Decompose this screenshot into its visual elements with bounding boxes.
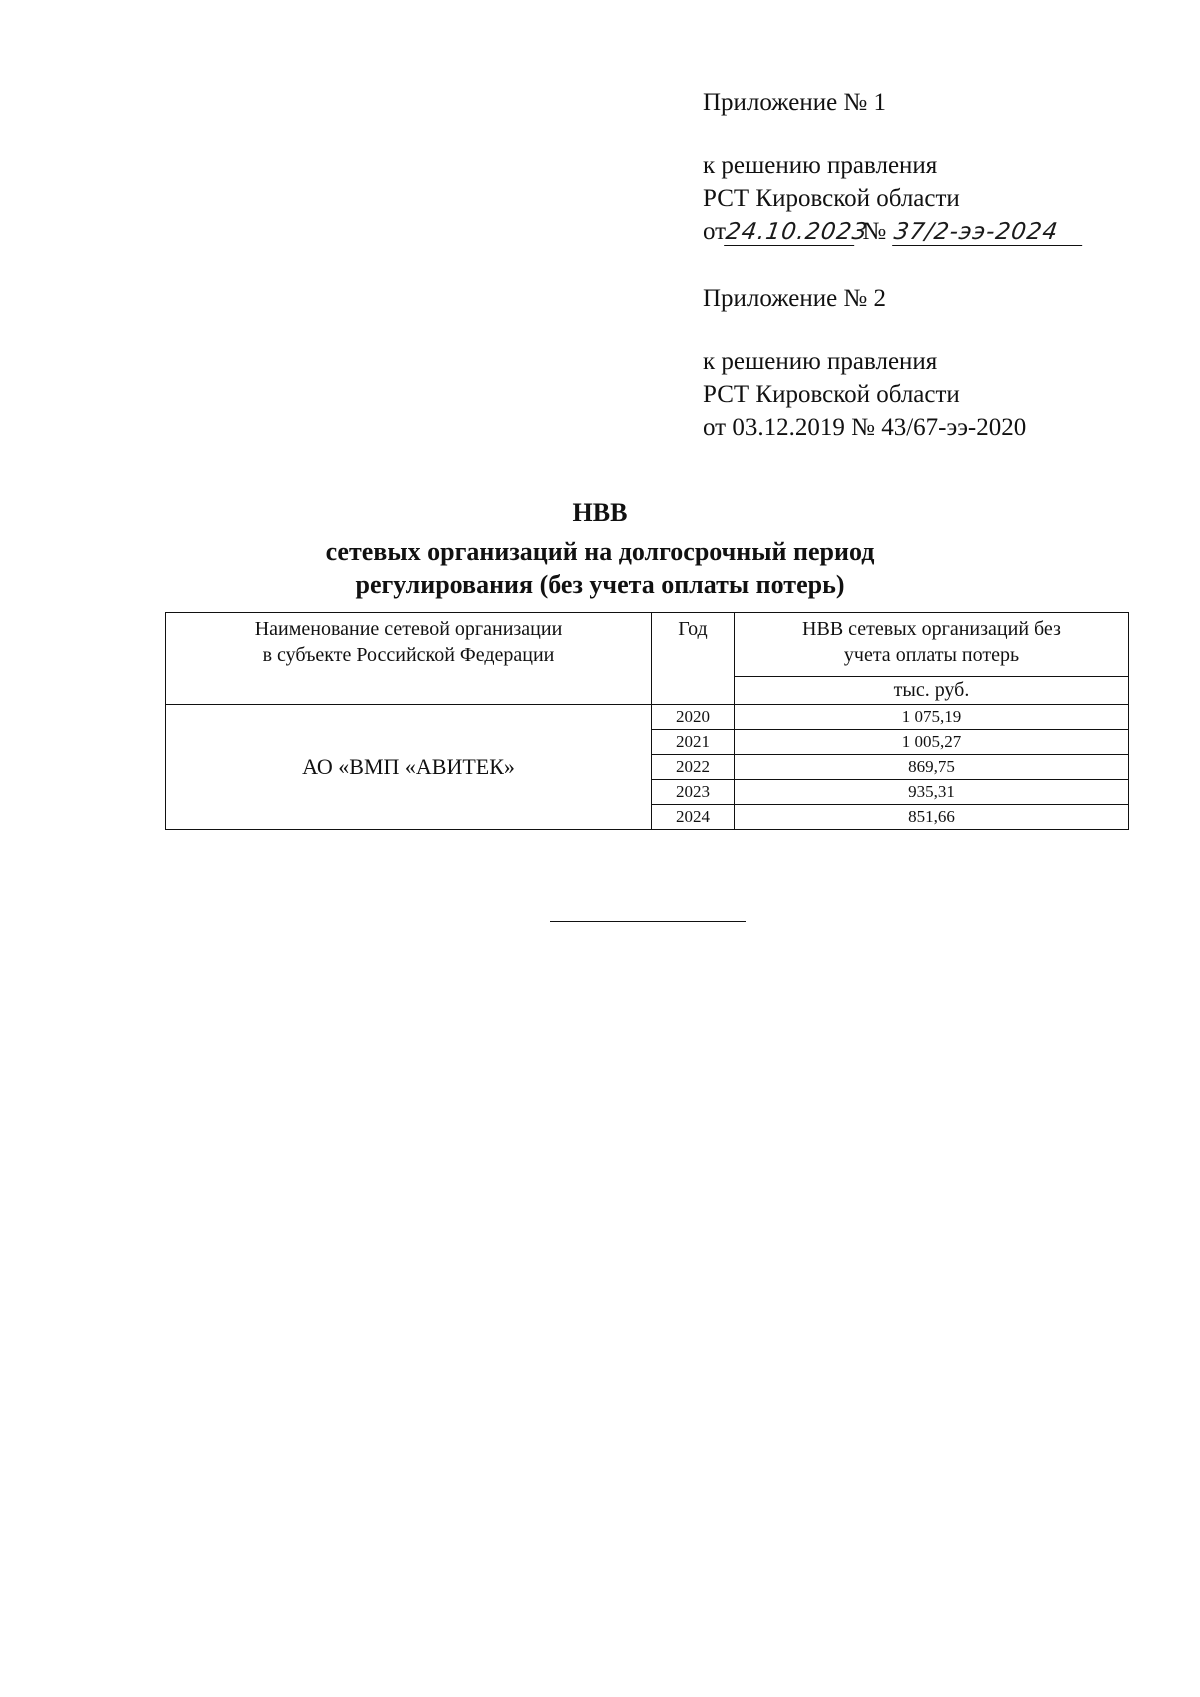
closing-divider — [550, 921, 746, 922]
spacer — [703, 315, 1026, 345]
handwritten-number: 37/2-ээ-2024 — [892, 219, 1086, 246]
year-cell: 2020 — [652, 705, 735, 730]
header-value — [735, 613, 1129, 677]
year-cell: 2022 — [652, 755, 735, 780]
header-organization-line1: Наименование сетевой организации — [254, 618, 563, 640]
appendix-2-block — [703, 282, 1026, 444]
decision-prefix: от — [703, 218, 727, 245]
appendix-1-line2: РСТ Кировской области — [703, 185, 960, 212]
table-header-row — [166, 613, 1129, 677]
appendix-2-line1: к решению правления — [703, 348, 938, 375]
appendix-1-title: Приложение № 1 — [703, 89, 887, 116]
appendix-1-line1: к решению правления — [703, 152, 938, 179]
document-subtitle-line2: регулирования (без учета оплаты потерь) — [355, 570, 845, 599]
appendix-2-line2: РСТ Кировской области — [703, 381, 960, 408]
value-cell: 1 075,19 — [735, 705, 1129, 730]
header-value-line2: учета оплаты потерь — [843, 644, 1020, 666]
appendix-2-title: Приложение № 2 — [703, 285, 887, 312]
header-organization-line2: в субъекте Российской Федерации — [262, 644, 555, 666]
document-subtitle-line1: сетевых организаций на долгосрочный период — [325, 537, 875, 566]
header-value-line1: НВВ сетевых организаций без — [802, 618, 1061, 640]
year-cell: 2024 — [652, 805, 735, 830]
value-cell: 851,66 — [735, 805, 1129, 830]
year-cell: 2023 — [652, 780, 735, 805]
table-row — [166, 705, 1129, 730]
number-sign: № — [862, 218, 887, 245]
header-unit: тыс. руб. — [735, 677, 1129, 705]
header-organization — [166, 613, 652, 705]
spacer — [703, 119, 1084, 149]
value-cell: 869,75 — [735, 755, 1129, 780]
value-cell: 1 005,27 — [735, 730, 1129, 755]
appendix-2-line3: от 03.12.2019 № 43/67-ээ-2020 — [703, 414, 1027, 441]
value-cell: 935,31 — [735, 780, 1129, 805]
organization-name: АО «ВМП «АВИТЕК» — [166, 705, 652, 830]
handwritten-date: 24.10.2023 — [724, 219, 870, 245]
document-title: НВВ — [572, 498, 628, 527]
appendix-1-block — [703, 86, 1084, 248]
year-cell: 2021 — [652, 730, 735, 755]
nvv-table — [165, 612, 1129, 830]
header-year: Год — [652, 613, 735, 705]
appendix-1-decision-line — [703, 215, 1084, 248]
